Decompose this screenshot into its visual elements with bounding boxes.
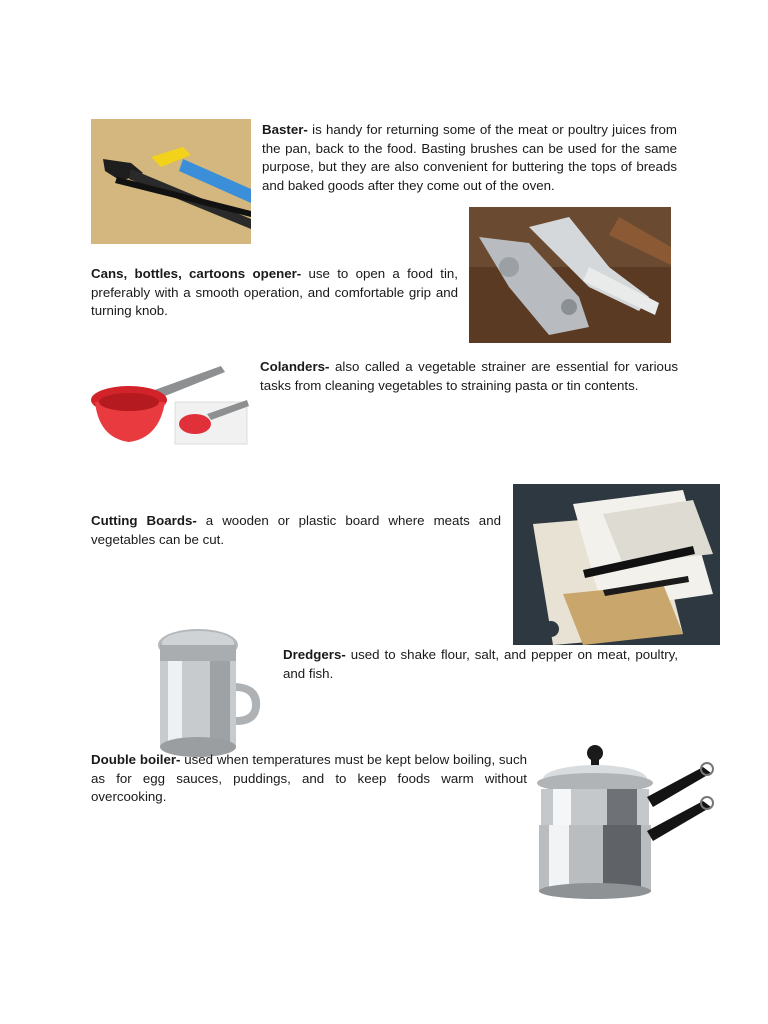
cutting-boards-description: a wooden or plastic board where meats and vegetables can be cut. bbox=[91, 513, 501, 547]
cutting-boards-term: Cutting Boards- bbox=[91, 513, 197, 528]
double-boiler-entry bbox=[91, 751, 527, 807]
baster-description: is handy for returning some of the meat or poultry juices from the pan, back to the food. Basting brushes can be used for the same purpose, but they are also convenient for buttering the tops of breads and baked goods after they come out of the oven. bbox=[262, 122, 677, 193]
colanders-term: Colanders- bbox=[260, 359, 330, 374]
baster-term: Baster- bbox=[262, 122, 308, 137]
baster-entry bbox=[262, 121, 677, 195]
can-opener-photo bbox=[469, 207, 671, 343]
dredgers-term: Dredgers- bbox=[283, 647, 346, 662]
double-boiler-photo bbox=[537, 745, 715, 900]
can-opener-entry bbox=[91, 265, 458, 321]
cutting-boards-photo bbox=[513, 484, 720, 645]
colander-photo bbox=[89, 362, 249, 447]
cutting-boards-entry bbox=[91, 512, 501, 549]
baster-photo bbox=[91, 119, 251, 244]
double-boiler-term: Double boiler- bbox=[91, 752, 181, 767]
can-opener-description: use to open a food tin, preferably with a smooth operation, and comfortable grip and turning knob. bbox=[91, 266, 458, 319]
can-opener-term: Cans, bottles, cartoons opener- bbox=[91, 266, 302, 281]
double-boiler-description: used when temperatures must be kept below boiling, such as for egg sauces, puddings, and to keep foods warm without overcooking. bbox=[91, 752, 527, 805]
dredgers-entry bbox=[283, 646, 678, 683]
colanders-entry bbox=[260, 358, 678, 395]
dredgers-description: used to shake flour, salt, and pepper on meat, poultry, and fish. bbox=[283, 647, 678, 681]
colanders-description: also called a vegetable strainer are essential for various tasks from cleaning vegetables to straining pasta or tin contents. bbox=[260, 359, 678, 393]
dredger-photo bbox=[150, 625, 268, 760]
